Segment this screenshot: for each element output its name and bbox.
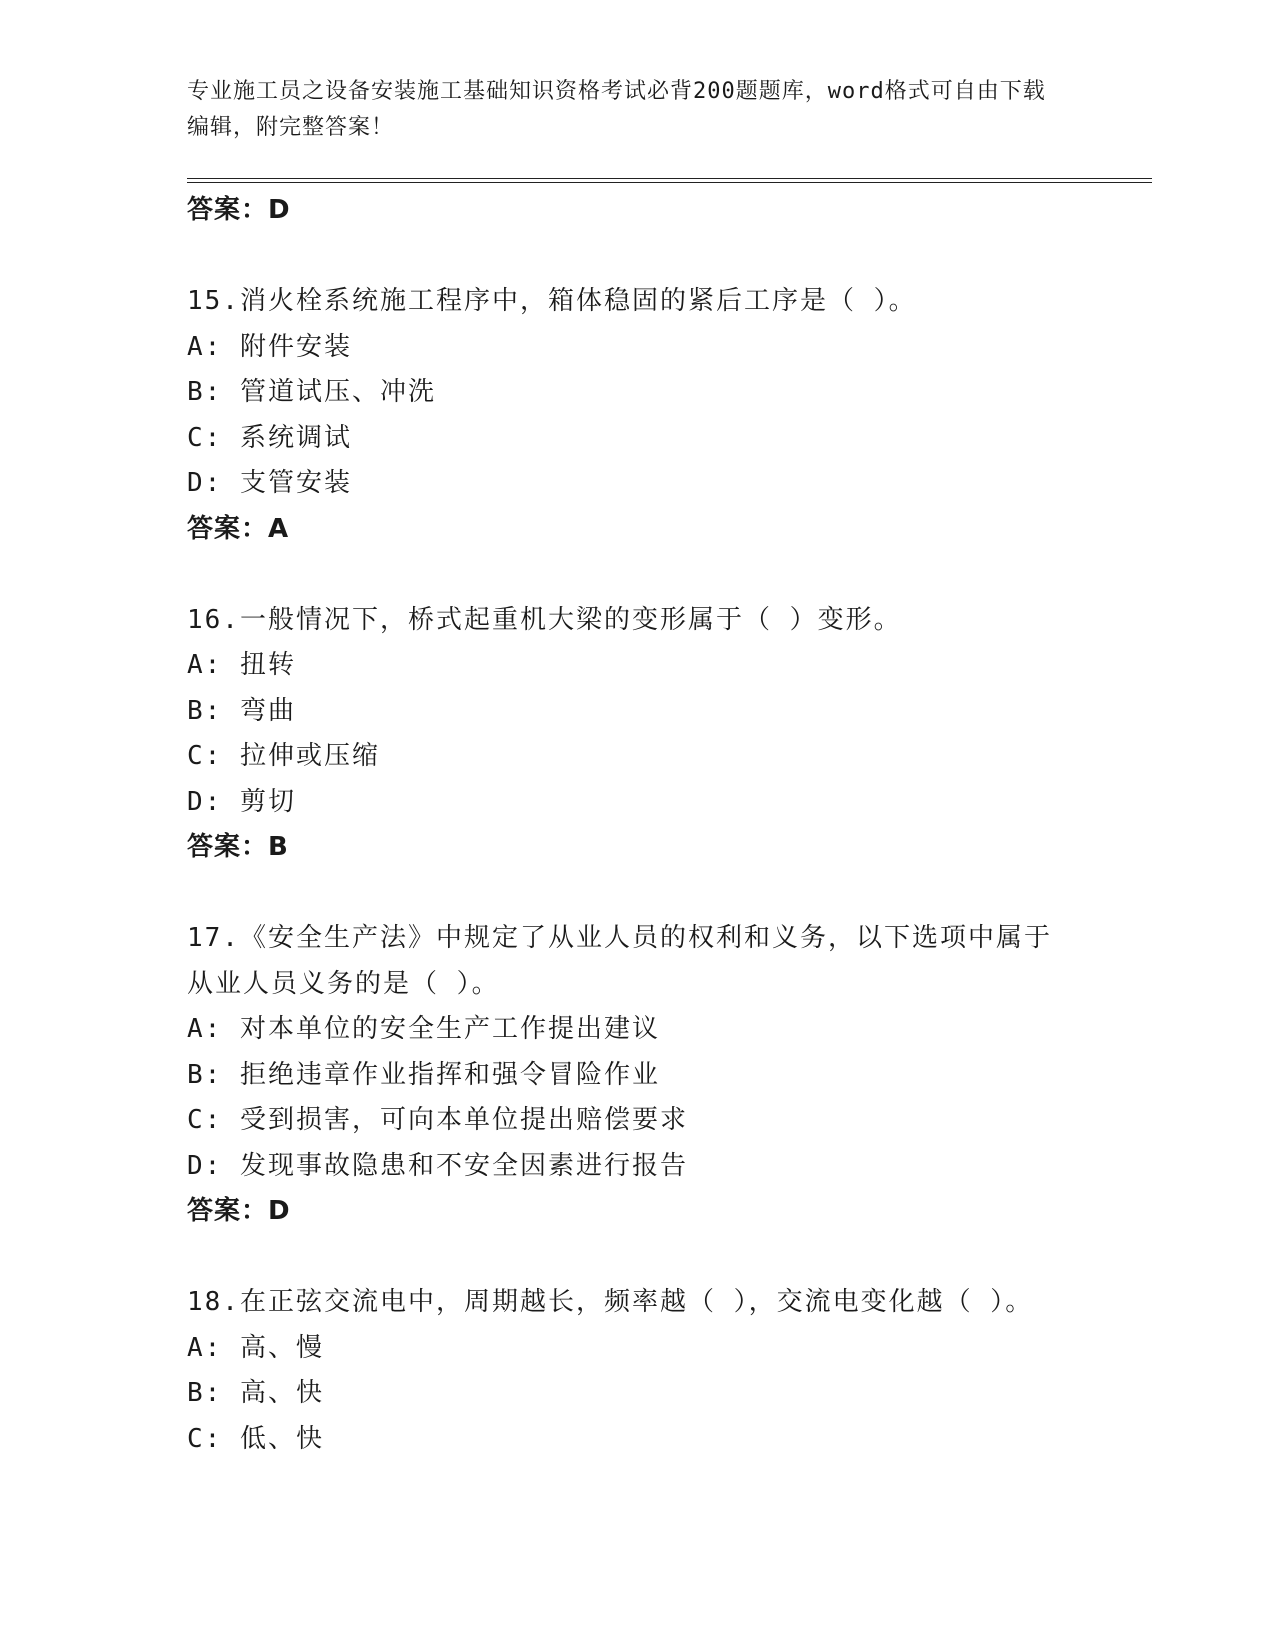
spacer [187, 234, 1137, 280]
option-c: C: 拉伸或压缩 [187, 741, 380, 771]
option-d: D: 剪切 [187, 786, 296, 817]
option-c: C: 低、快 [187, 1423, 324, 1454]
option-a: A: 对本单位的安全生产工作提出建议 [187, 1014, 660, 1044]
option-d: D: 发现事故隐患和不安全因素进行报告 [187, 1150, 688, 1181]
option-a: A: 高、慢 [187, 1332, 324, 1363]
answer-label: 答案：D [187, 195, 291, 225]
option-b: B: 管道试压、冲洗 [187, 377, 436, 407]
option-a: A: 附件安装 [187, 331, 352, 362]
answer-label: 答案：B [187, 832, 289, 862]
question-stem-continued: 从业人员义务的是（ ）。 [187, 968, 500, 999]
option-c: C: 系统调试 [187, 422, 352, 453]
answer-label: 答案：A [187, 513, 290, 544]
option-b: B: 弯曲 [187, 695, 296, 726]
header-divider [187, 178, 1152, 183]
answer-label: 答案：D [187, 1196, 291, 1226]
question-stem: 15.消火栓系统施工程序中，箱体稳固的紧后工序是（ ）。 [187, 286, 917, 316]
option-b: B: 高、快 [187, 1378, 324, 1408]
option-c: C: 受到损害，可向本单位提出赔偿要求 [187, 1105, 688, 1135]
option-a: A: 扭转 [187, 650, 296, 680]
question-stem: 16.一般情况下，桥式起重机大梁的变形属于（ ）变形。 [187, 604, 902, 635]
document-header: 专业施工员之设备安装施工基础知识资格考试必背200题题库，word格式可自由下载编辑，附完整答案！ [187, 79, 1046, 140]
spacer [187, 871, 1137, 917]
spacer [187, 552, 1137, 598]
spacer [187, 1235, 1137, 1281]
option-d: D: 支管安装 [187, 468, 352, 498]
question-stem: 17.《安全生产法》中规定了从业人员的权利和义务，以下选项中属于 [187, 923, 1052, 953]
question-content [187, 188, 1137, 1462]
question-stem: 18.在正弦交流电中，周期越长，频率越（ ），交流电变化越（ ）。 [187, 1287, 1034, 1317]
option-b: B: 拒绝违章作业指挥和强令冒险作业 [187, 1059, 660, 1090]
